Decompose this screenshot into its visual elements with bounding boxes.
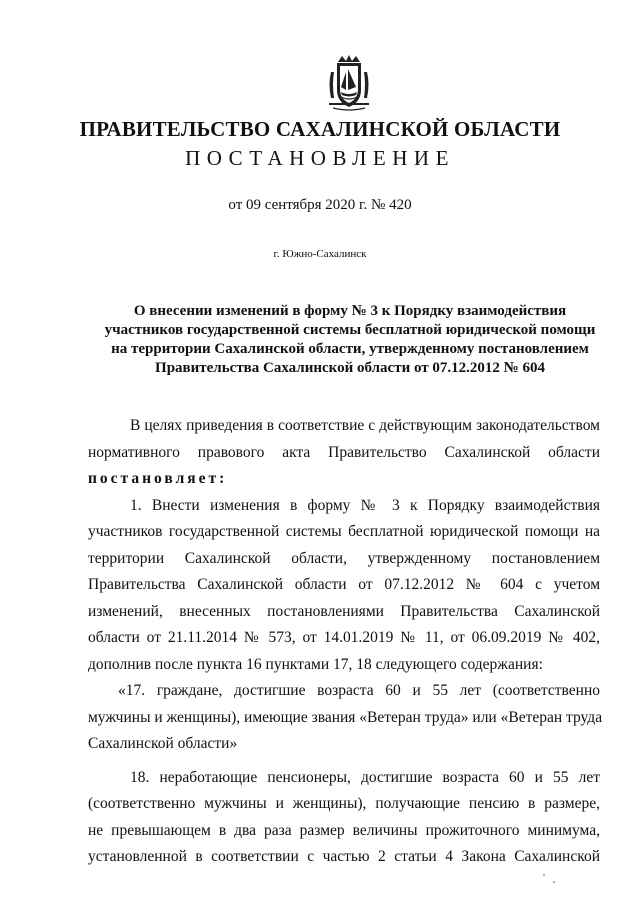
- item-18-line: установленной в соответствии с частью 2 статьи 4 Закона Сахалинской: [88, 848, 600, 865]
- item-17-line: «17. граждане, достигшие возраста 60 и 55 лет (соответственно: [118, 682, 600, 699]
- scan-speck: [553, 881, 555, 883]
- document-title: [80, 302, 620, 378]
- item-1-line: участников государственной системы бесплатной юридической помощи на: [88, 523, 600, 540]
- item-1-line: области от 21.11.2014 № 573, от 14.01.2019 № 11, от 06.09.2019 № 402,: [88, 629, 600, 646]
- document-body: [88, 413, 603, 871]
- preamble-line: В целях приведения в соответствие с действующим законодательством: [130, 417, 600, 434]
- document-date-number: от 09 сентября 2020 г. № 420: [228, 197, 412, 213]
- item-18-line: 18. неработающие пенсионеры, достигшие возраста 60 и 55 лет: [130, 768, 600, 786]
- item-1-line: 1. Внести изменения в форму № 3 к Порядку взаимодействия: [130, 496, 600, 514]
- preamble-line: нормативного правового акта Правительство Сахалинской области: [88, 443, 600, 461]
- document-type: ПОСТАНОВЛЕНИЕ: [185, 146, 455, 170]
- title-line: на территории Сахалинской области, утвержденному постановлением: [111, 341, 589, 357]
- item-1-line: дополнив после пункта 16 пунктами 17, 18 следующего содержания:: [88, 655, 543, 673]
- item-1-line: изменений, внесенных постановлениями Правительства Сахалинской: [88, 602, 600, 620]
- item-1-line: Правительства Сахалинской области от 07.12.2012 № 604 с учетом: [88, 576, 600, 593]
- item-18-line: не превышающем в два раза размер величины прожиточного минимума,: [88, 821, 600, 839]
- item-17-line: Сахалинской области»: [88, 735, 238, 752]
- resolves-word: постановляет:: [88, 470, 228, 487]
- item-1-line: территории Сахалинской области, утвержденному постановлением: [88, 549, 600, 567]
- scan-speck: [543, 874, 545, 876]
- title-line: О внесении изменений в форму № 3 к Порядку взаимодействия: [133, 303, 567, 319]
- item-17-line: мужчины и женщины), имеющие звания «Ветеран труда» или «Ветеран труда: [88, 708, 603, 726]
- title-line: Правительства Сахалинской области от 07.12.2012 № 604: [155, 360, 545, 376]
- organization-name: ПРАВИТЕЛЬСТВО САХАЛИНСКОЙ ОБЛАСТИ: [79, 117, 561, 141]
- item-18-line: (соответственно мужчины и женщины), получающие пенсию в размере,: [88, 795, 600, 812]
- title-line: участников государственной системы бесплатной юридической помощи: [104, 322, 596, 338]
- coat-of-arms-icon: [325, 54, 373, 112]
- document-city: г. Южно-Сахалинск: [273, 248, 367, 260]
